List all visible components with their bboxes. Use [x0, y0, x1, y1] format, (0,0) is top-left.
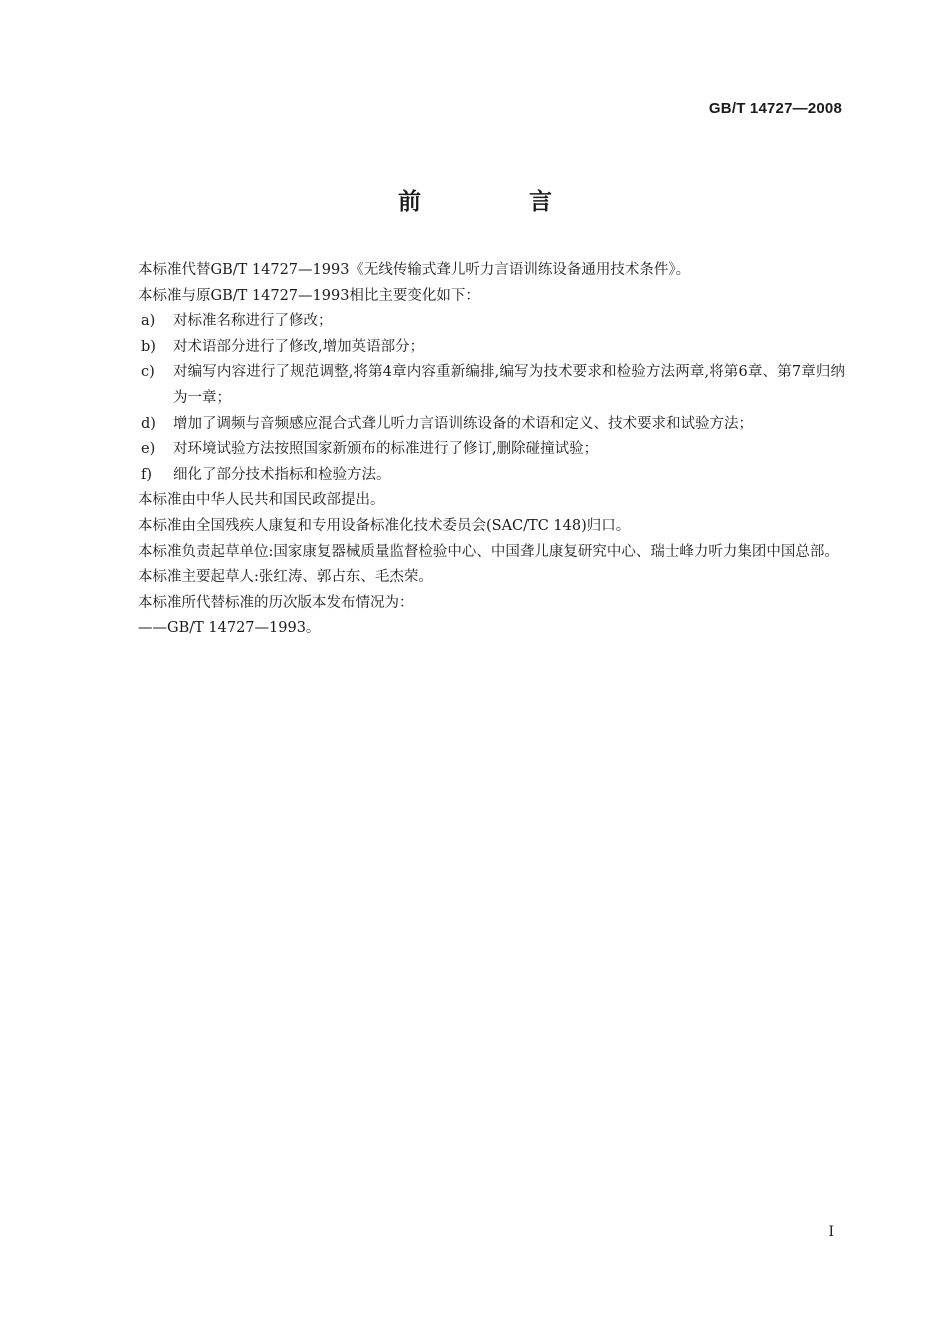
list-item — [109, 309, 845, 335]
paragraph-history-item: ——GB/T 14727—1993。 — [138, 620, 321, 637]
list-item — [109, 437, 845, 463]
list-item-text: 对环境试验方法按照国家新颁布的标准进行了修订,删除碰撞试验； — [173, 441, 599, 458]
list-marker: c) — [141, 364, 155, 381]
paragraph-drafters: 本标准主要起草人:张红涛、郭占东、毛杰荣。 — [138, 569, 433, 586]
page-title: 前 言 — [397, 189, 602, 215]
list-item-text: 对标准名称进行了修改； — [173, 313, 333, 330]
paragraph-committee: 本标准由全国残疾人康复和专用设备标准化技术委员会(SAC/TC 148)归口。 — [138, 517, 631, 534]
page-number: I — [828, 1224, 834, 1240]
list-item-text: 增加了调频与音频感应混合式聋儿听力言语训练设备的术语和定义、技术要求和试验方法； — [173, 415, 753, 432]
list-item — [109, 412, 845, 438]
list-marker: d) — [141, 415, 156, 432]
paragraph-history-intro: 本标准所代替标准的历次版本发布情况为： — [138, 594, 414, 611]
standard-code: GB/T 14727—2008 — [708, 100, 842, 117]
list-item — [109, 335, 845, 361]
foreword-body — [109, 258, 845, 642]
list-marker: b) — [141, 338, 156, 355]
paragraph-drafting-units: 本标准负责起草单位:国家康复器械质量监督检验中心、中国聋儿康复研究中心、瑞士峰力听力集团中国总部。 — [138, 543, 839, 560]
list-marker: a) — [141, 313, 156, 330]
list-item — [109, 463, 845, 489]
list-item-text: 对编写内容进行了规范调整,将第4章内容重新编排,编写为技术要求和检验方法两章,将第6章、第7章归纳为一章； — [173, 364, 845, 406]
list-item-text: 细化了部分技术指标和检验方法。 — [173, 466, 391, 483]
paragraph-proposer: 本标准由中华人民共和国民政部提出。 — [138, 492, 385, 509]
paragraph-changes-intro: 本标准与原GB/T 14727—1993相比主要变化如下： — [138, 287, 480, 304]
list-marker: e) — [141, 441, 156, 458]
list-item-text: 对术语部分进行了修改,增加英语部分； — [173, 338, 425, 355]
list-item — [109, 360, 845, 411]
list-marker: f) — [141, 466, 153, 483]
paragraph-replaces: 本标准代替GB/T 14727—1993《无线传输式聋儿听力言语训练设备通用技术条件》。 — [138, 262, 691, 278]
